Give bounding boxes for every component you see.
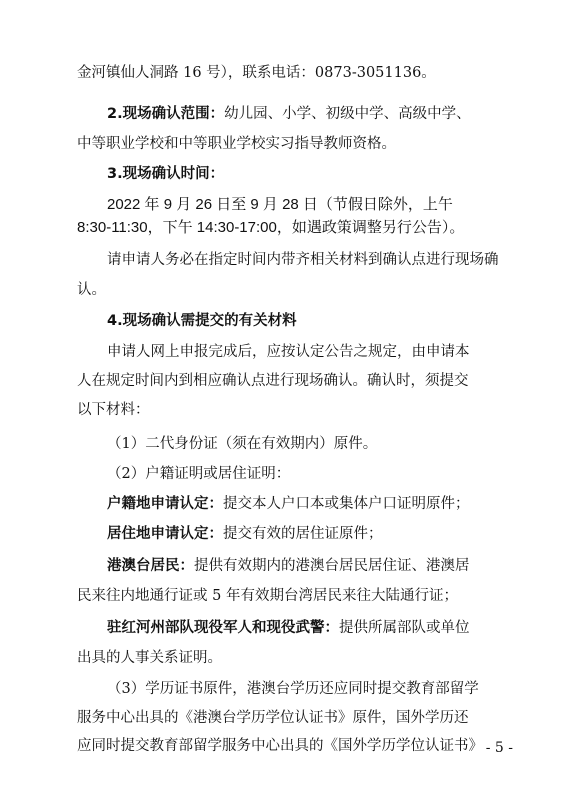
text-line: 金河镇仙人洞路 16 号），联系电话：0873-3051136。	[77, 65, 436, 81]
text-line: 2022 年 9 月 26 日至 9 月 28 日（节假日除外，上午	[107, 196, 453, 213]
text-line: 民来往内地通行证或 5 年有效期台湾居民来往大陆通行证；	[77, 588, 458, 604]
text-line: 中等职业学校和中等职业学校实习指导教师资格。	[77, 136, 396, 152]
section-heading: 2.现场确认范围：	[107, 106, 225, 122]
text-line: 居住地申请认定：提交有效的居住证原件；	[107, 526, 383, 542]
text-line	[107, 311, 517, 331]
text-line: 人在规定时间内到相应确认点进行现场确认。确认时，须提交	[77, 373, 469, 389]
text-line: 出具的人事关系证明。	[77, 650, 222, 666]
bold-label: 驻红河州部队现役军人和现役武警：	[107, 620, 339, 636]
text-line: 应同时提交教育部留学服务中心出具的《国外学历学位认证书》	[77, 738, 483, 754]
section-heading: 3.现场确认时间：	[107, 166, 225, 182]
text-line: 以下材料：	[77, 402, 150, 418]
section-heading: 4.现场确认需提交的有关材料	[107, 313, 297, 329]
text-line: 户籍地申请认定：提交本人户口本或集体户口证明原件；	[107, 496, 470, 512]
page-number: - 5 -	[485, 740, 513, 756]
text-line: 服务中心出具的《港澳台学历学位认证书》原件，国外学历还	[77, 710, 469, 726]
text-line: （3）学历证书原件，港澳台学历还应同时提交教育部留学	[107, 681, 479, 697]
text-line: 请申请人务必在指定时间内带齐相关材料到确认点进行现场确	[107, 252, 499, 268]
bold-label: 港澳台居民：	[107, 558, 194, 574]
bold-label: 户籍地申请认定：	[107, 496, 223, 512]
text-line: 驻红河州部队现役军人和现役武警：提供所属部队或单位	[107, 620, 470, 636]
text-line: 8:30-11:30，下午 14:30-17:00，如遇政策调整另行公告）。	[77, 219, 465, 236]
text-line: 申请人网上申报完成后，应按认定公告之规定，由申请本	[107, 344, 470, 360]
text-line: 认。	[77, 282, 106, 298]
text-line	[107, 164, 517, 184]
text-line: （2）户籍证明或居住证明：	[107, 466, 291, 482]
text-line: 港澳台居民：提供有效期内的港澳台居民居住证、港澳居	[107, 558, 470, 574]
text-line: 2.现场确认范围：幼儿园、小学、初级中学、高级中学、	[107, 106, 471, 122]
bold-label: 居住地申请认定：	[107, 526, 223, 542]
text-line: （1）二代身份证（须在有效期内）原件。	[107, 436, 378, 452]
